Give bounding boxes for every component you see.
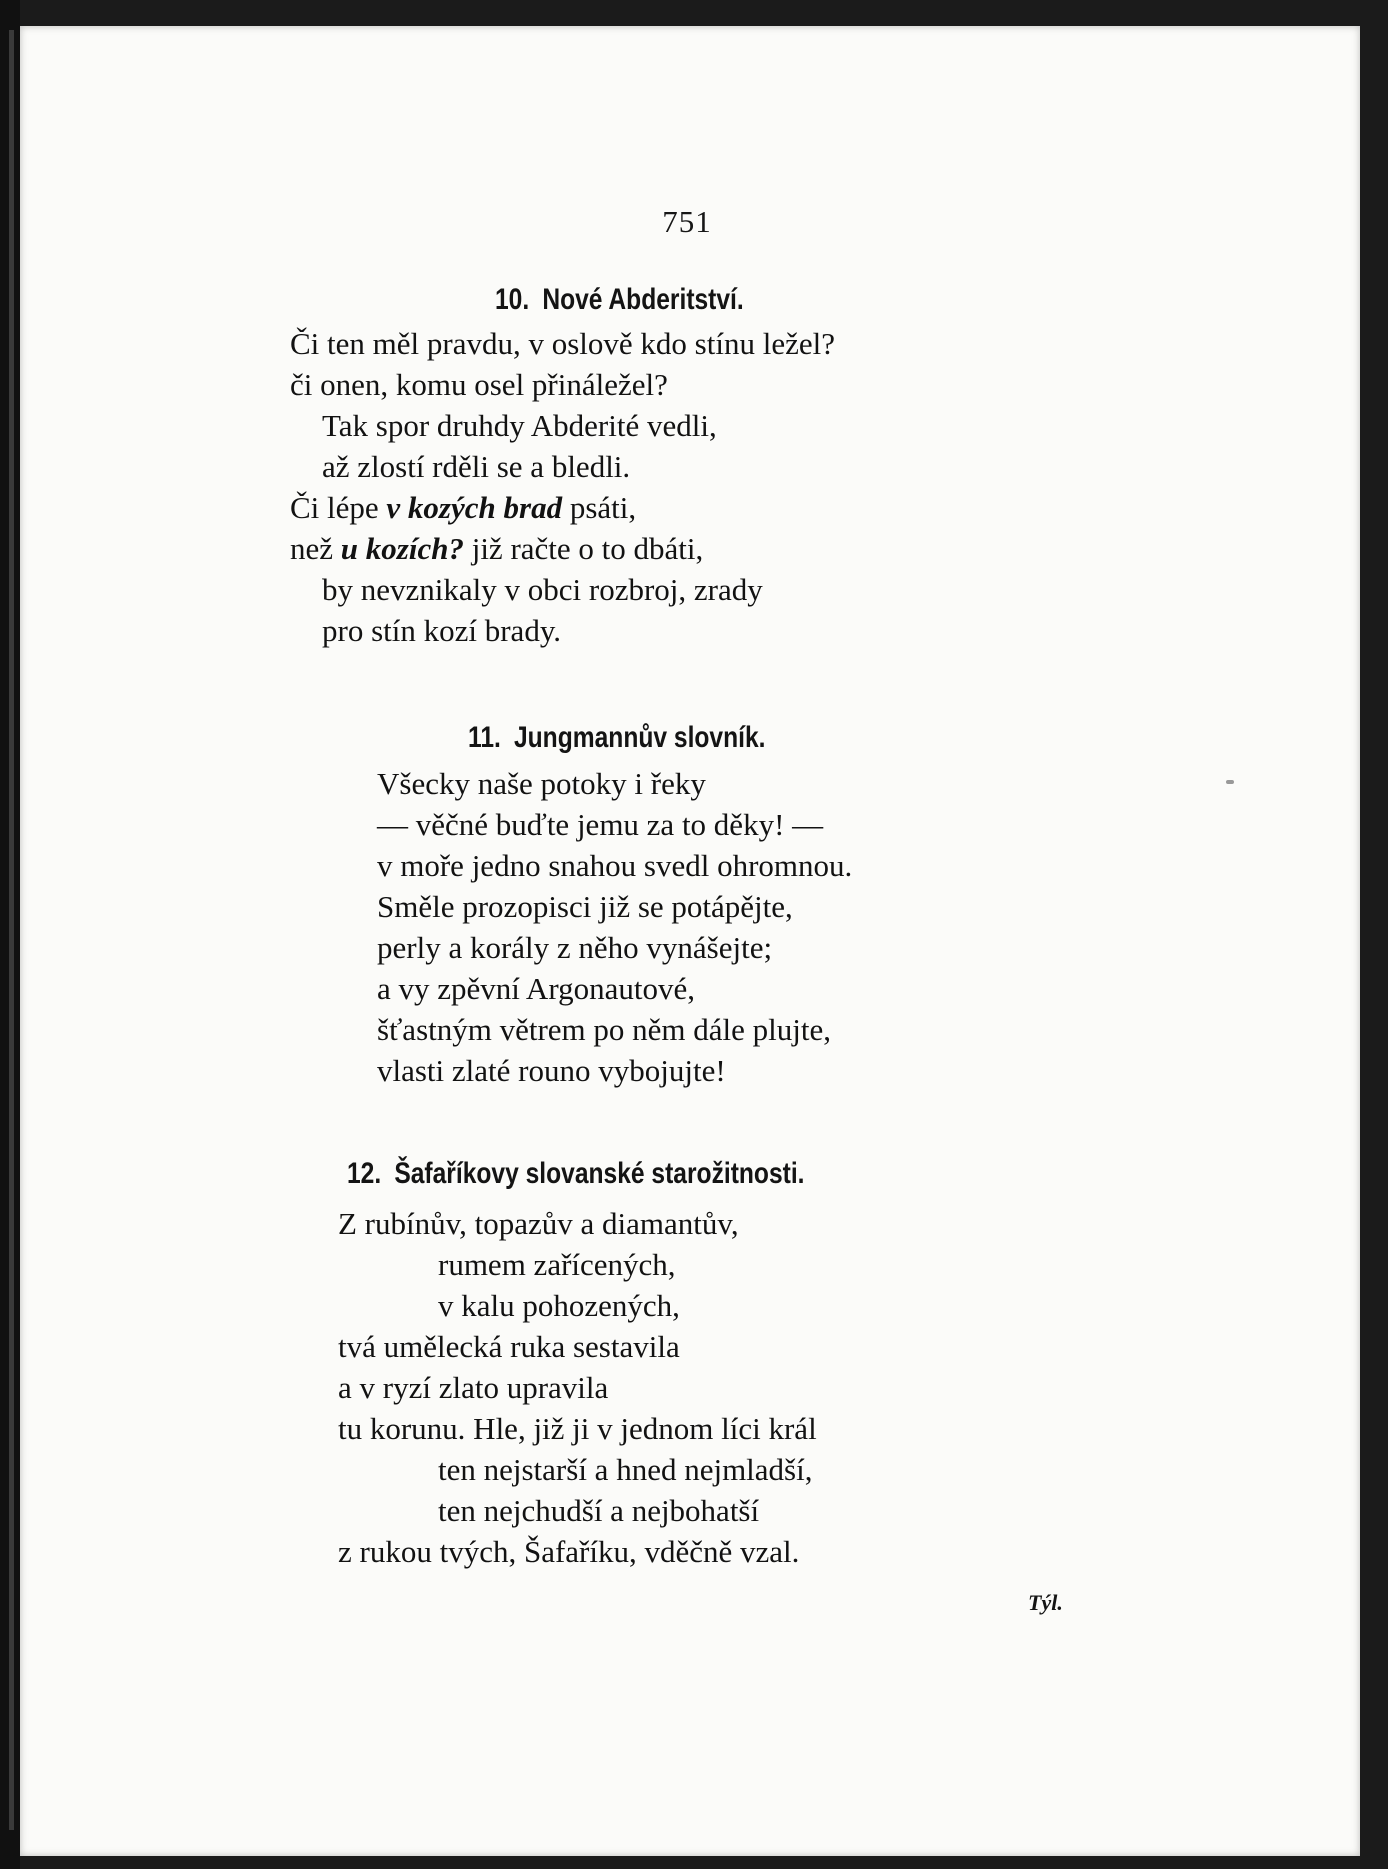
verse-line: a vy zpěvní Argonautové, (377, 971, 695, 1006)
verse-line (290, 490, 636, 526)
verse-text: než (290, 531, 341, 566)
verse-italic-text: u kozích? (340, 531, 464, 566)
page-number: 751 (662, 204, 712, 239)
verse-line: pro stín kozí brady. (322, 613, 562, 648)
verse-text: psáti, (562, 490, 637, 525)
verse-text: Či lépe (290, 490, 387, 525)
verse-line: ten nejstarší a hned nejmladší, (438, 1452, 813, 1487)
verse-line: Tak spor druhdy Abderité vedli, (322, 408, 717, 443)
verse-line: či onen, komu osel přináležel? (290, 367, 668, 402)
verse-line: vlasti zlaté rouno vybojujte! (377, 1053, 726, 1088)
verse-line: a v ryzí zlato upravila (338, 1370, 609, 1405)
book-page (20, 26, 1360, 1856)
verse-line: tvá umělecká ruka sestavila (338, 1329, 680, 1364)
verse-line: Či ten měl pravdu, v oslově kdo stínu ležel? (290, 326, 835, 361)
verse-line: rumem zařícených, (438, 1247, 676, 1282)
verse-line (290, 531, 703, 567)
section-heading-11 (468, 721, 765, 755)
author-signature: Týl. (1028, 1590, 1063, 1615)
verse-line: Z rubínův, topazův a diamantův, (338, 1206, 739, 1241)
verse-line: v moře jedno snahou svedl ohromnou. (377, 848, 853, 883)
verse-line: z rukou tvých, Šafaříku, vděčně vzal. (338, 1534, 800, 1569)
scan-left-edge-stripe (9, 30, 14, 1830)
section-title: Nové Abderitství. (542, 283, 744, 316)
verse-line: až zlostí rděli se a bledli. (322, 449, 631, 484)
verse-line: Směle prozopisci již se potápějte, (377, 889, 793, 924)
section-heading-10 (495, 283, 744, 317)
verse-line: šťastným větrem po něm dále plujte, (377, 1012, 832, 1047)
verse-text: již račte o to dbáti, (463, 531, 704, 566)
section-number: 10. (495, 283, 530, 316)
scan-speck (1226, 780, 1234, 784)
verse-line: by nevznikaly v obci rozbroj, zrady (322, 572, 763, 607)
verse-line: ten nejchudší a nejbohatší (438, 1493, 760, 1528)
verse-line: Všecky naše potoky i řeky (377, 766, 706, 801)
section-title: Šafaříkovy slovanské starožitnosti. (394, 1157, 805, 1190)
section-number: 12. (347, 1157, 382, 1190)
section-number: 11. (468, 721, 501, 754)
verse-line: perly a korály z něho vynášejte; (377, 930, 773, 965)
section-heading-12 (347, 1157, 804, 1191)
verse-line: v kalu pohozených, (438, 1288, 680, 1323)
section-title: Jungmannův slovník. (513, 721, 766, 754)
verse-line: — věčné buďte jemu za to děky! — (377, 807, 824, 842)
verse-italic-text: v kozých brad (386, 490, 563, 525)
verse-line: tu korunu. Hle, již ji v jednom líci král (338, 1411, 817, 1446)
